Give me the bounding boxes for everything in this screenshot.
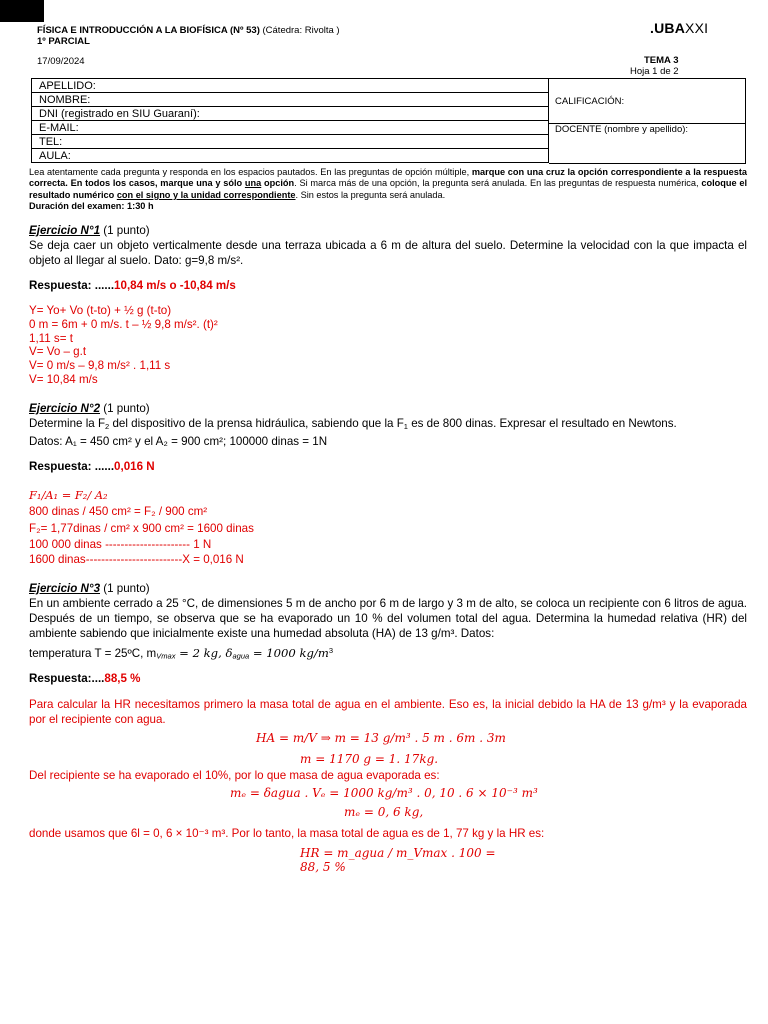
- docente-label: DOCENTE (nombre y apellido):: [555, 124, 689, 135]
- redaction-box: [0, 0, 44, 22]
- ex1-work: [29, 304, 218, 387]
- ex2-work: [29, 488, 254, 567]
- ex2-work-line: 1600 dinas-------------------------X = 0,016 N: [29, 553, 244, 566]
- ex1-answer-row: [29, 278, 236, 293]
- ex3-answer-row: [29, 671, 141, 686]
- tema-label: TEMA 3: [644, 55, 679, 66]
- ex3-answer-label: Respuesta:....: [29, 672, 105, 685]
- ex2-title: Ejercicio N°2: [29, 402, 101, 415]
- uba-xxi-logo: [650, 20, 708, 36]
- ex2-statement-c: es de 800 dinas. Expresar el resultado en Newtons.: [407, 417, 677, 430]
- ex2-sub2: 1: [403, 421, 408, 431]
- exercise-2: [29, 401, 747, 449]
- ex3-answer: 88,5 %: [104, 672, 141, 685]
- ex1-work-line: V= Vo – g.t: [29, 345, 87, 359]
- exercise-1: [29, 223, 747, 268]
- catedra: (Cátedra: Rivolta ): [259, 25, 340, 36]
- course-title: [37, 25, 340, 36]
- ex3-datos-sup: 3: [328, 646, 334, 655]
- instr-underline2: con el signo y la unidad correspondiente: [116, 189, 296, 200]
- ex3-datos-line: temperatura T = 25ºC, m: [29, 646, 157, 660]
- form-tel[interactable]: TEL:: [32, 135, 549, 149]
- ex1-points: (1 punto): [100, 224, 150, 237]
- exam-duration: Duración del examen: 1:30 h: [29, 201, 154, 211]
- instr-bold1: marque con una cruz la opción correspondiente a la respuesta correcta. En todos los casos, marque una y sólo: [29, 167, 748, 189]
- calificacion-label: CALIFICACIÓN:: [555, 96, 625, 107]
- ex3-eq4: mₑ = 0, 6 kg,: [344, 805, 424, 819]
- ex2-answer-row: [29, 459, 155, 474]
- ex3-eq1: HA = m/V ⇒ m = 13 g/m³ . 5 m . 6m . 3m: [256, 731, 506, 745]
- ex3-datos-rest: = 2 kg, δ: [175, 645, 233, 660]
- instr-part2: . Si marca más de una opción, la pregunta será anulada. En las preguntas de respuesta numérica,: [294, 178, 702, 189]
- ex1-title: Ejercicio N°1: [29, 224, 101, 237]
- logo-suffix: XXI: [685, 20, 709, 36]
- ex1-answer-label: Respuesta: ......: [29, 279, 115, 292]
- ex3-datos-sub: Vmax: [156, 651, 176, 661]
- student-form-left: [31, 78, 549, 163]
- ex2-answer-label: Respuesta: ......: [29, 460, 115, 473]
- instr-part3: . Sin estos la pregunta será anulada.: [295, 189, 446, 200]
- ex3-statement: En un ambiente cerrado a 25 °C, de dimensiones 5 m de ancho por 6 m de largo y 3 m de alto, se coloca un recipiente con 6 litros de agua. Después de un tiempo, se observa que se ha evaporado un 10 % del volumen total del agua. Determina la humedad relativa (HR) del ambiente sabiendo que inicialmente existe una humedad absoluta (HA) de 13 g/m³. Datos:: [29, 597, 747, 640]
- instr-bold2: opción: [261, 178, 295, 189]
- ex1-statement: Se deja caer un objeto verticalmente desde una terraza ubicada a 6 m de altura del suelo. Determine la velocidad con la que impacta el objeto al llegar al suelo. Dato: g=9,8 m/s².: [29, 239, 747, 267]
- ex2-datos: Datos: A₁ = 450 cm² y el A₂ = 900 cm²; 100000 dinas = 1N: [29, 434, 328, 448]
- docente-box[interactable]: [549, 122, 746, 164]
- ex2-work-line: F₁/A₁ = F₂/ A₂: [29, 488, 108, 502]
- ex2-statement-a: Determine la F: [29, 417, 106, 430]
- ex3-text1: Para calcular la HR necesitamos primero la masa total de agua en el ambiente. Eso es, la inicial debido la HA de 13 g/m³ y la evaporada por el recipiente con agua.: [29, 698, 747, 726]
- ex2-points: (1 punto): [100, 402, 150, 415]
- form-nombre[interactable]: NOMBRE:: [32, 93, 549, 107]
- ex2-work-line: F₂= 1,77dinas / cm² x 900 cm² = 1600 dinas: [29, 522, 254, 535]
- ex3-text3: donde usamos que 6l = 0, 6 × 10⁻³ m³. Por lo tanto, la masa total de agua es de 1, 77 kg y la HR es:: [29, 827, 545, 840]
- form-email[interactable]: E-MAIL:: [32, 121, 549, 135]
- form-dni[interactable]: DNI (registrado en SIU Guaraní):: [32, 107, 549, 121]
- ex3-eq3: mₑ = δagua . Vₑ = 1000 kg/m³ . 0, 10 . 6 × 10⁻³ m³: [230, 786, 538, 800]
- ex2-work-line: 100 000 dinas ---------------------- 1 N: [29, 538, 212, 551]
- ex3-eq2: m = 1170 g = 1. 17kg.: [300, 752, 439, 766]
- ex3-text2: Del recipiente se ha evaporado el 10%, por lo que masa de agua evaporada es:: [29, 769, 440, 782]
- ex1-work-line: Y= Yo+ Vo (t-to) + ½ g (t-to): [29, 304, 172, 317]
- instructions: [29, 167, 747, 201]
- parcial-label: 1º PARCIAL: [37, 36, 90, 47]
- ex3-datos-rest2: = 1000 kg/m: [249, 645, 329, 660]
- calificacion-box[interactable]: [549, 78, 746, 124]
- ex3-title: Ejercicio N°3: [29, 582, 101, 595]
- exercise-3: [29, 581, 747, 664]
- form-apellido[interactable]: APELLIDO:: [32, 79, 549, 93]
- form-aula[interactable]: AULA:: [32, 149, 549, 163]
- logo-main: .UBA: [650, 20, 686, 36]
- ex2-sub: 2: [105, 421, 110, 431]
- ex1-work-line: V= 0 m/s – 9,8 m/s² . 1,11 s: [29, 359, 171, 373]
- hoja-label: Hoja 1 de 2: [630, 66, 679, 77]
- exam-date: 17/09/2024: [37, 56, 85, 67]
- ex3-points: (1 punto): [100, 582, 150, 595]
- ex3-eq5: HR = m_agua / m_Vmax . 100 = 88, 5 %: [300, 846, 496, 874]
- instr-underline1: una: [244, 178, 262, 189]
- instr-bold3: coloque el resultado numérico: [29, 178, 747, 200]
- ex2-work-line: 800 dinas / 450 cm² = F₂ / 900 cm²: [29, 505, 208, 518]
- ex1-answer: 10,84 m/s o -10,84 m/s: [114, 279, 236, 292]
- course-name: FÍSICA E INTRODUCCIÓN A LA BIOFÍSICA (Nº 53): [37, 25, 260, 36]
- ex3-datos-sub2: agua: [232, 651, 250, 661]
- instr-part1: Lea atentamente cada pregunta y responda en los espacios pautados. En las preguntas de opción múltiple,: [29, 167, 472, 177]
- ex2-answer: 0,016 N: [114, 460, 155, 473]
- ex1-work-line: 1,11 s= t: [29, 331, 73, 345]
- ex1-work-line: V= 10,84 m/s: [29, 372, 98, 386]
- ex2-statement-b: del dispositivo de la prensa hidráulica, sabiendo que la F: [109, 417, 404, 430]
- ex1-work-line: 0 m = 6m + 0 m/s. t – ½ 9,8 m/s². (t)²: [29, 317, 218, 331]
